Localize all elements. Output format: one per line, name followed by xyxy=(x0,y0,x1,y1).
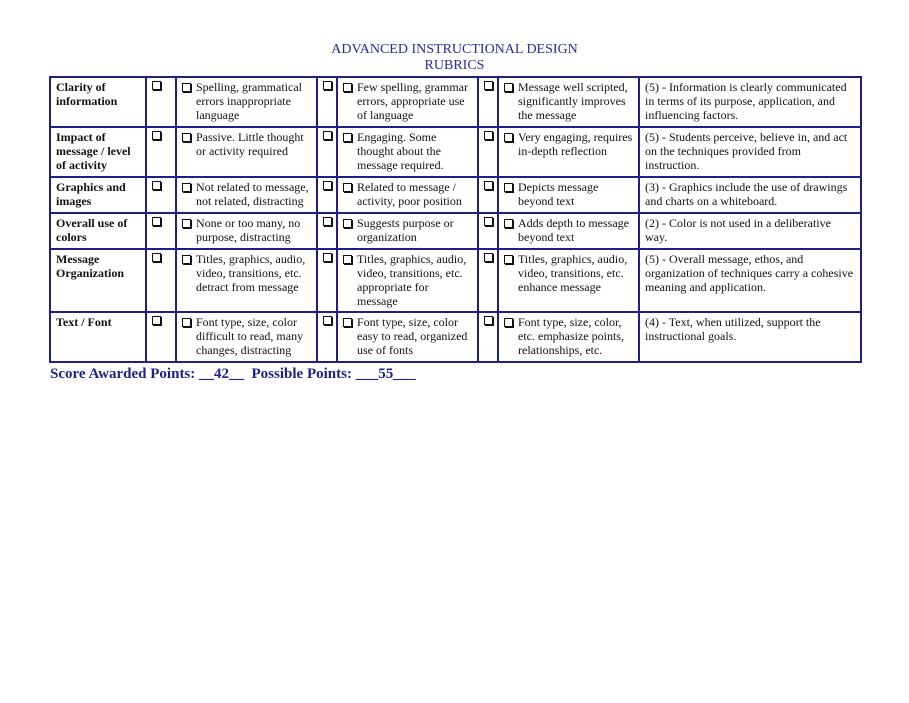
checkbox-icon[interactable] xyxy=(343,83,352,92)
document-subtitle: RUBRICS xyxy=(424,58,485,73)
checkbox-cell[interactable] xyxy=(146,127,176,177)
checkbox-icon[interactable] xyxy=(152,316,161,325)
checkbox-icon[interactable] xyxy=(182,219,191,228)
checkbox-cell[interactable] xyxy=(146,312,176,362)
rubric-row xyxy=(50,312,861,362)
rubric-table xyxy=(49,76,862,363)
level-cell-level3 xyxy=(498,249,639,312)
level-cell-level1 xyxy=(176,213,317,249)
document-title: ADVANCED INSTRUCTIONAL DESIGN xyxy=(331,42,578,57)
rubric-row xyxy=(50,249,861,312)
criterion-cell: Message Organization xyxy=(50,249,146,312)
checkbox-icon[interactable] xyxy=(343,255,352,264)
level-cell-level1 xyxy=(176,177,317,213)
level-description: Titles, graphics, audio, video, transitions, etc. enhance message xyxy=(518,252,628,294)
comment-cell: (3) - Graphics include the use of drawings and charts on a whiteboard. xyxy=(639,177,861,213)
checkbox-icon[interactable] xyxy=(343,183,352,192)
checkbox-icon[interactable] xyxy=(323,81,332,90)
checkbox-cell[interactable] xyxy=(478,312,498,362)
level-description: Titles, graphics, audio, video, transitions, etc. appropriate for message xyxy=(357,252,467,308)
criterion-cell: Overall use of colors xyxy=(50,213,146,249)
checkbox-icon[interactable] xyxy=(484,316,493,325)
level-cell-level3 xyxy=(498,77,639,127)
checkbox-icon[interactable] xyxy=(323,316,332,325)
level-cell-level1 xyxy=(176,312,317,362)
checkbox-cell[interactable] xyxy=(478,177,498,213)
comment-cell: (5) - Information is clearly communicated in terms of its purpose, application, and influencing factors. xyxy=(639,77,861,127)
checkbox-icon[interactable] xyxy=(504,219,513,228)
checkbox-cell[interactable] xyxy=(478,77,498,127)
checkbox-icon[interactable] xyxy=(343,318,352,327)
checkbox-cell[interactable] xyxy=(146,177,176,213)
checkbox-icon[interactable] xyxy=(182,183,191,192)
checkbox-icon[interactable] xyxy=(182,318,191,327)
checkbox-icon[interactable] xyxy=(484,81,493,90)
checkbox-icon[interactable] xyxy=(484,253,493,262)
checkbox-icon[interactable] xyxy=(323,131,332,140)
level-cell-level1 xyxy=(176,77,317,127)
checkbox-cell[interactable] xyxy=(478,249,498,312)
level-cell-level2 xyxy=(337,213,478,249)
checkbox-icon[interactable] xyxy=(484,181,493,190)
checkbox-icon[interactable] xyxy=(182,133,191,142)
checkbox-cell[interactable] xyxy=(317,177,337,213)
checkbox-icon[interactable] xyxy=(504,183,513,192)
rubric-row xyxy=(50,213,861,249)
level-cell-level2 xyxy=(337,127,478,177)
checkbox-icon[interactable] xyxy=(504,255,513,264)
checkbox-cell[interactable] xyxy=(317,77,337,127)
checkbox-icon[interactable] xyxy=(152,253,161,262)
checkbox-icon[interactable] xyxy=(504,318,513,327)
checkbox-icon[interactable] xyxy=(484,217,493,226)
comment-cell: (5) - Overall message, ethos, and organization of techniques carry a cohesive meaning and application. xyxy=(639,249,861,312)
level-description: Very engaging, requires in-depth reflection xyxy=(518,130,633,158)
criterion-cell: Clarity of information xyxy=(50,77,146,127)
level-cell-level3 xyxy=(498,213,639,249)
comment-cell: (4) - Text, when utilized, support the instructional goals. xyxy=(639,312,861,362)
level-description: Suggests purpose or organization xyxy=(357,216,454,244)
level-cell-level2 xyxy=(337,249,478,312)
checkbox-cell[interactable] xyxy=(317,213,337,249)
level-description: None or too many, no purpose, distracting xyxy=(196,216,301,244)
checkbox-icon[interactable] xyxy=(504,83,513,92)
criterion-cell: Impact of message / level of activity xyxy=(50,127,146,177)
criterion-cell: Graphics and images xyxy=(50,177,146,213)
level-cell-level1 xyxy=(176,127,317,177)
checkbox-icon[interactable] xyxy=(323,181,332,190)
rubric-row xyxy=(50,77,861,127)
level-description: Adds depth to message beyond text xyxy=(518,216,629,244)
checkbox-icon[interactable] xyxy=(504,133,513,142)
level-cell-level3 xyxy=(498,127,639,177)
level-description: Titles, graphics, audio, video, transitions, etc. detract from message xyxy=(196,252,306,294)
checkbox-cell[interactable] xyxy=(478,127,498,177)
checkbox-icon[interactable] xyxy=(182,83,191,92)
checkbox-cell[interactable] xyxy=(146,213,176,249)
checkbox-icon[interactable] xyxy=(343,219,352,228)
level-description: Font type, size, color easy to read, organized use of fonts xyxy=(357,315,468,357)
checkbox-icon[interactable] xyxy=(152,131,161,140)
level-cell-level2 xyxy=(337,312,478,362)
checkbox-cell[interactable] xyxy=(317,249,337,312)
checkbox-icon[interactable] xyxy=(182,255,191,264)
level-description: Few spelling, grammar errors, appropriate use of language xyxy=(357,80,468,122)
level-description: Not related to message, not related, distracting xyxy=(196,180,309,208)
checkbox-cell[interactable] xyxy=(317,312,337,362)
rubric-row xyxy=(50,127,861,177)
checkbox-cell[interactable] xyxy=(478,213,498,249)
comment-cell: (5) - Students perceive, believe in, and act on the techniques provided from instruction. xyxy=(639,127,861,177)
level-description: Depicts message beyond text xyxy=(518,180,599,208)
level-description: Related to message / activity, poor position xyxy=(357,180,462,208)
criterion-cell: Text / Font xyxy=(50,312,146,362)
level-description: Font type, size, color, etc. emphasize points, relationships, etc. xyxy=(518,315,624,357)
comment-cell: (2) - Color is not used in a deliberative way. xyxy=(639,213,861,249)
checkbox-icon[interactable] xyxy=(323,253,332,262)
level-cell-level1 xyxy=(176,249,317,312)
checkbox-icon[interactable] xyxy=(343,133,352,142)
rubric-row xyxy=(50,177,861,213)
checkbox-cell[interactable] xyxy=(146,77,176,127)
level-cell-level2 xyxy=(337,77,478,127)
level-description: Passive. Little thought or activity required xyxy=(196,130,304,158)
checkbox-icon[interactable] xyxy=(484,131,493,140)
level-description: Engaging. Some thought about the message required. xyxy=(357,130,444,172)
score-summary: Score Awarded Points: __42__ Possible Points: ___55___ xyxy=(50,366,416,382)
checkbox-cell[interactable] xyxy=(146,249,176,312)
level-cell-level3 xyxy=(498,177,639,213)
checkbox-cell[interactable] xyxy=(317,127,337,177)
level-cell-level2 xyxy=(337,177,478,213)
checkbox-icon[interactable] xyxy=(152,81,161,90)
checkbox-icon[interactable] xyxy=(152,217,161,226)
checkbox-icon[interactable] xyxy=(152,181,161,190)
level-cell-level3 xyxy=(498,312,639,362)
level-description: Spelling, grammatical errors inappropriate language xyxy=(196,80,302,122)
level-description: Font type, size, color difficult to read, many changes, distracting xyxy=(196,315,304,357)
level-description: Message well scripted, significantly improves the message xyxy=(518,80,628,122)
checkbox-icon[interactable] xyxy=(323,217,332,226)
